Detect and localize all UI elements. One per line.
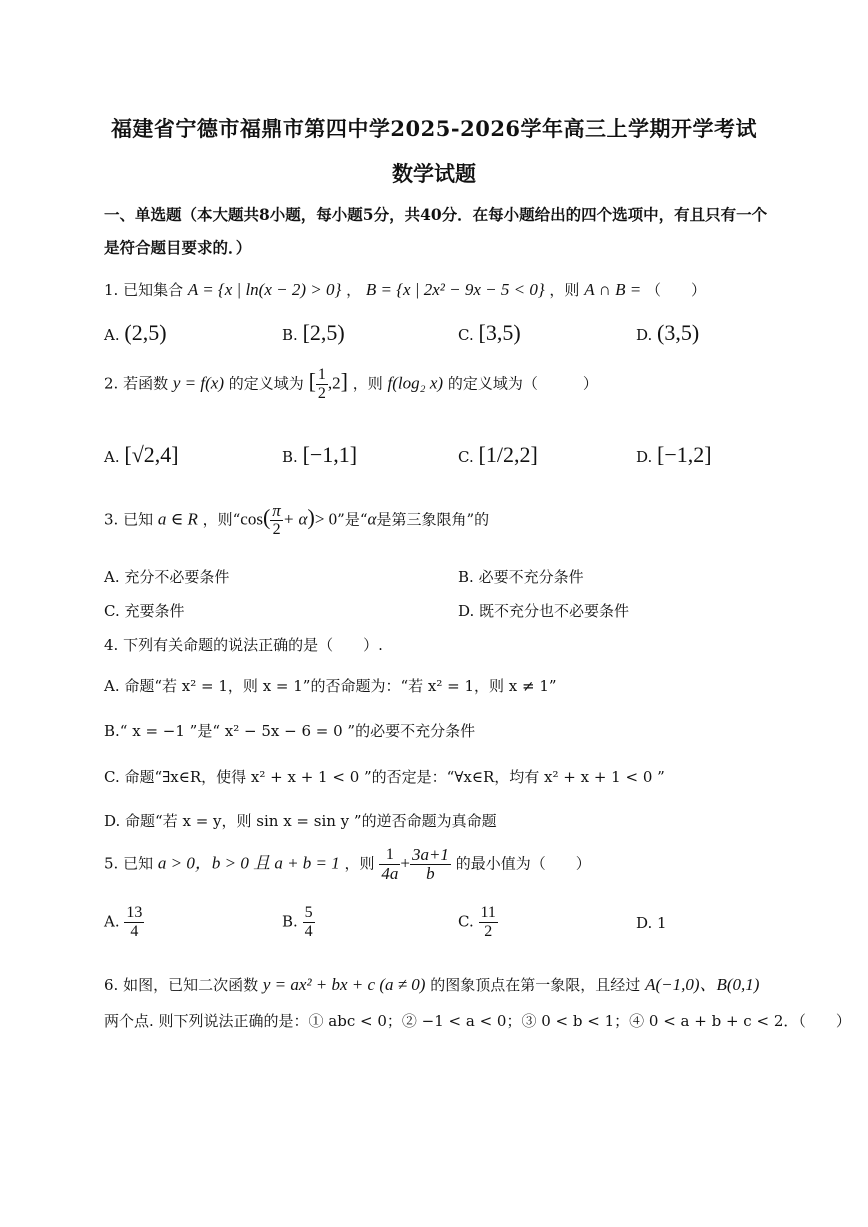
- q2-mid: 的定义域为: [228, 374, 304, 393]
- q5-cond: a > 0，b > 0 且 a + b = 1: [157, 853, 340, 873]
- q1-option-a: A. (2,5): [104, 320, 167, 345]
- q3-alpha: α: [367, 509, 377, 529]
- exam-title: 福建省宁德市福鼎市第四中学2025-2026学年高三上学期开学考试: [110, 116, 758, 141]
- q1-comma: ，: [346, 281, 362, 299]
- q3-prefix: 3. 已知: [104, 510, 154, 529]
- q1-expr: A ∩ B =: [584, 280, 642, 299]
- q3-cos: cos: [240, 509, 263, 529]
- q1-set-b: B = {x | 2x² − 9x − 5 < 0}: [365, 280, 545, 299]
- q6-points: A(−1,0)、B(0,1): [645, 975, 760, 994]
- q5-prefix: 5. 已知: [104, 854, 154, 873]
- exam-subtitle: 数学试题: [392, 161, 476, 186]
- question-3-stem: 3. 已知 a ∈ R ，则“cos( $\frac{\pi}{2}$ + α)> 0”是“α是第三象限角”的: [104, 501, 490, 538]
- q3-option-a: A. 充分不必要条件: [104, 568, 230, 586]
- q1-option-d: D. (3,5): [636, 320, 700, 345]
- question-4-stem: 4. 下列有关命题的说法正确的是（ ）.: [104, 636, 383, 654]
- q4-option-a: A. 命题“若 x² = 1，则 x = 1”的否命题为：“若 x² = 1，则 x ≠ 1”: [104, 677, 557, 695]
- question-6-line2: 两个点. 则下列说法正确的是：① abc < 0；② −1 < a < 0；③ 0 < b < 1；④ 0 < a + b + c < 2．（ ）: [104, 1012, 851, 1030]
- q3-option-c: C. 充要条件: [104, 602, 185, 620]
- q3-cond: a ∈ R: [157, 509, 198, 529]
- q3-option-b: B. 必要不充分条件: [458, 568, 584, 586]
- q5-frac-1: $\frac{1}{4a}$: [381, 846, 399, 883]
- question-2-stem: 2. 若函数 y = f(x) 的定义域为 [ $\frac{1}{2}$ ,2] ，则 f(log₂ x) 的定义域为（ ）: [104, 366, 598, 402]
- q4-option-b: B.“ x = −1 ”是“ x² − 5x − 6 = 0 ”的必要不充分条件: [104, 722, 476, 740]
- q5-option-b: B. $\frac{5}{4}$: [282, 904, 313, 940]
- q5-option-d: D. 1: [636, 914, 667, 932]
- q2-option-a: A. [√2,4]: [104, 442, 179, 467]
- q3-mid: ，则“: [202, 510, 241, 529]
- question-1-stem: [104, 279, 706, 300]
- q1-option-b: B. [2,5): [282, 320, 345, 345]
- q3-after: + α: [282, 509, 308, 529]
- q1-blank: （ ）: [645, 281, 706, 299]
- q5-option-a: A. $\frac{13}{4}$: [104, 904, 143, 940]
- q3-gt: > 0: [314, 509, 338, 529]
- q2-fn2: f(log₂ x): [387, 373, 444, 393]
- q6-fn: y = ax² + bx + c (a ≠ 0): [262, 975, 426, 994]
- q1-set-a: A = {x | ln(x − 2) > 0}: [187, 280, 342, 299]
- q3-frac: $\frac{\pi}{2}$: [272, 501, 281, 538]
- q4-option-c: C. 命题“∃x∈R，使得 x² + x + 1 < 0 ”的否定是：“∀x∈R，均有 x² + x + 1 < 0 ”: [104, 768, 665, 786]
- question-6-line1: [104, 970, 759, 995]
- q5-plus: +: [400, 853, 410, 873]
- q2-option-d: D. [−1,2]: [636, 442, 712, 467]
- q2-option-c: C. [1/2,2]: [458, 442, 538, 467]
- q2-domain-rest: ,2: [327, 373, 341, 393]
- q2-option-b: B. [−1,1]: [282, 442, 358, 467]
- q1-suffix: ，则: [549, 281, 580, 299]
- q3-option-d: D. 既不充分也不必要条件: [458, 602, 630, 620]
- q2-suffix: 的定义域为（ ）: [447, 374, 598, 393]
- section-heading-line1: 一、单选题（本大题共8小题，每小题5分，共40分．在每小题给出的四个选项中，有且只有一个: [104, 205, 768, 224]
- q6-mid: 的图象顶点在第一象限，且经过: [430, 976, 641, 994]
- q6-prefix: 6. 如图，已知二次函数: [104, 976, 259, 994]
- q3-suffix2: 是第三象限角”的: [376, 510, 490, 529]
- q2-prefix: 2. 若函数: [104, 374, 169, 393]
- q5-mid: ，则: [344, 854, 375, 873]
- q1-option-c: C. [3,5): [458, 320, 521, 345]
- q5-option-c: C. $\frac{11}{2}$: [458, 904, 496, 940]
- q5-suffix: 的最小值为（ ）: [455, 854, 591, 873]
- question-5-stem: [104, 846, 591, 883]
- q4-option-d: D. 命题“若 x = y，则 sin x = sin y ”的逆否命题为真命题: [104, 812, 497, 830]
- q2-domain-frac: $\frac{1}{2}$: [317, 366, 326, 402]
- q2-mid2: ，则: [352, 374, 383, 393]
- q2-fn: y = f(x): [172, 373, 224, 393]
- section-heading-line2: 是符合题目要求的．）: [104, 238, 252, 257]
- q5-frac-2: $\frac{3a+1}{b}$: [411, 845, 449, 883]
- q1-prefix: 1. 已知集合: [104, 281, 184, 299]
- q3-suffix: ”是“: [337, 510, 368, 529]
